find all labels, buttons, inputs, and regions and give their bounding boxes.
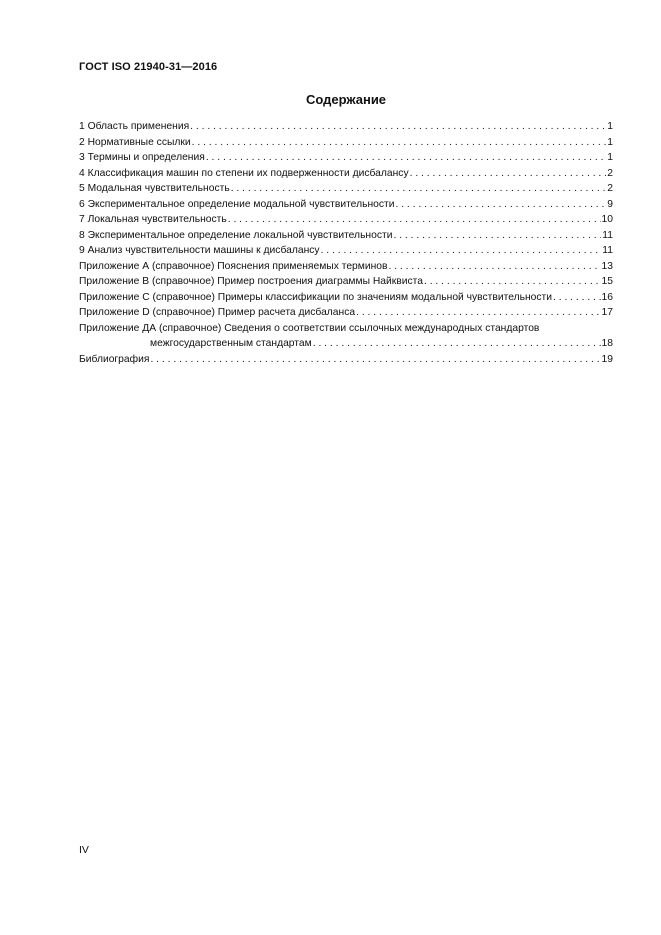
toc-entry[interactable] — [79, 305, 613, 321]
document-header: ГОСТ ISO 21940-31—2016 — [79, 61, 218, 73]
toc-entry[interactable] — [79, 181, 613, 197]
toc-entry[interactable] — [79, 290, 613, 306]
toc-entry-title: 7 Локальная чувствительность — [79, 214, 227, 225]
toc-entry-multiline[interactable] — [79, 321, 613, 352]
toc-entry-page: 11 — [602, 245, 613, 256]
toc-leader-dots — [313, 336, 601, 352]
toc-entry-title: Приложение В (справочное) Пример построения диаграммы Найквиста — [79, 276, 423, 287]
toc-leader-dots — [150, 352, 600, 368]
table-of-contents — [79, 119, 613, 367]
toc-entry[interactable] — [79, 274, 613, 290]
toc-entry-page: 17 — [601, 307, 613, 318]
toc-entry-title: 4 Классификация машин по степени их подверженности дисбалансу — [79, 167, 409, 179]
toc-entry-title: Приложение А (справочное) Пояснения применяемых терминов — [79, 260, 388, 272]
toc-entry-title: 3 Термины и определения — [79, 152, 205, 163]
toc-leader-dots — [393, 228, 601, 244]
toc-leader-dots — [388, 259, 600, 275]
toc-entry[interactable] — [79, 150, 613, 166]
toc-entry-page: 19 — [601, 353, 613, 365]
toc-entry[interactable] — [79, 259, 613, 275]
toc-entry[interactable] — [79, 119, 613, 135]
toc-entry-page: 15 — [601, 276, 613, 287]
toc-leader-dots — [395, 197, 606, 213]
toc-entry-page: 10 — [601, 214, 613, 225]
toc-leader-dots — [231, 181, 607, 197]
toc-entry-page: 1 — [607, 136, 613, 148]
toc-leader-dots — [228, 212, 601, 228]
toc-entry-title: Приложение С (справочное) Примеры классификации по значениям модальной чувствительности — [79, 291, 552, 303]
toc-leader-dots — [190, 119, 606, 135]
page-title: Содержание — [305, 92, 387, 107]
toc-entry-page: 2 — [607, 183, 613, 194]
toc-entry-title: Библиография — [79, 353, 150, 365]
toc-entry[interactable] — [79, 166, 613, 182]
toc-leader-dots — [356, 305, 600, 321]
toc-entry-title: 2 Нормативные ссылки — [79, 136, 191, 148]
toc-leader-dots — [553, 290, 601, 306]
toc-entry-title-line1: Приложение ДА (справочное) Сведения о соответствии ссылочных международных стандартов — [79, 322, 540, 334]
page-number: IV — [79, 844, 89, 856]
toc-entry[interactable] — [79, 212, 613, 228]
toc-entry[interactable] — [79, 197, 613, 213]
toc-entry-page: 18 — [601, 338, 613, 349]
toc-entry-title: Приложение D (справочное) Пример расчета дисбаланса — [79, 307, 356, 318]
toc-entry[interactable] — [79, 228, 613, 244]
toc-leader-dots — [424, 274, 601, 290]
toc-entry-title: 6 Экспериментальное определение модальной чувствительности — [79, 198, 395, 210]
toc-entry-page: 16 — [601, 291, 613, 303]
toc-leader-dots — [410, 166, 607, 182]
toc-entry-title: 8 Экспериментальное определение локальной чувствительности — [79, 229, 393, 241]
toc-entry-page: 2 — [607, 167, 613, 179]
toc-entry-page: 1 — [607, 121, 613, 132]
toc-entry-title: 9 Анализ чувствительности машины к дисбалансу — [79, 245, 320, 256]
toc-entry-page: 9 — [607, 198, 613, 210]
toc-entry-title: 1 Область применения — [79, 121, 190, 132]
toc-leader-dots — [321, 243, 602, 259]
toc-entry-page: 11 — [602, 229, 613, 241]
toc-entry-page: 13 — [601, 260, 613, 272]
toc-leader-dots — [206, 150, 606, 166]
toc-entry-title-line2: межгосударственным стандартам — [150, 338, 312, 349]
toc-entry[interactable] — [79, 135, 613, 151]
toc-entry[interactable] — [79, 243, 613, 259]
toc-entry-title: 5 Модальная чувствительность — [79, 183, 230, 194]
toc-entry-page: 1 — [607, 152, 613, 163]
toc-leader-dots — [192, 135, 607, 151]
toc-entry-bibliography[interactable] — [79, 352, 613, 368]
